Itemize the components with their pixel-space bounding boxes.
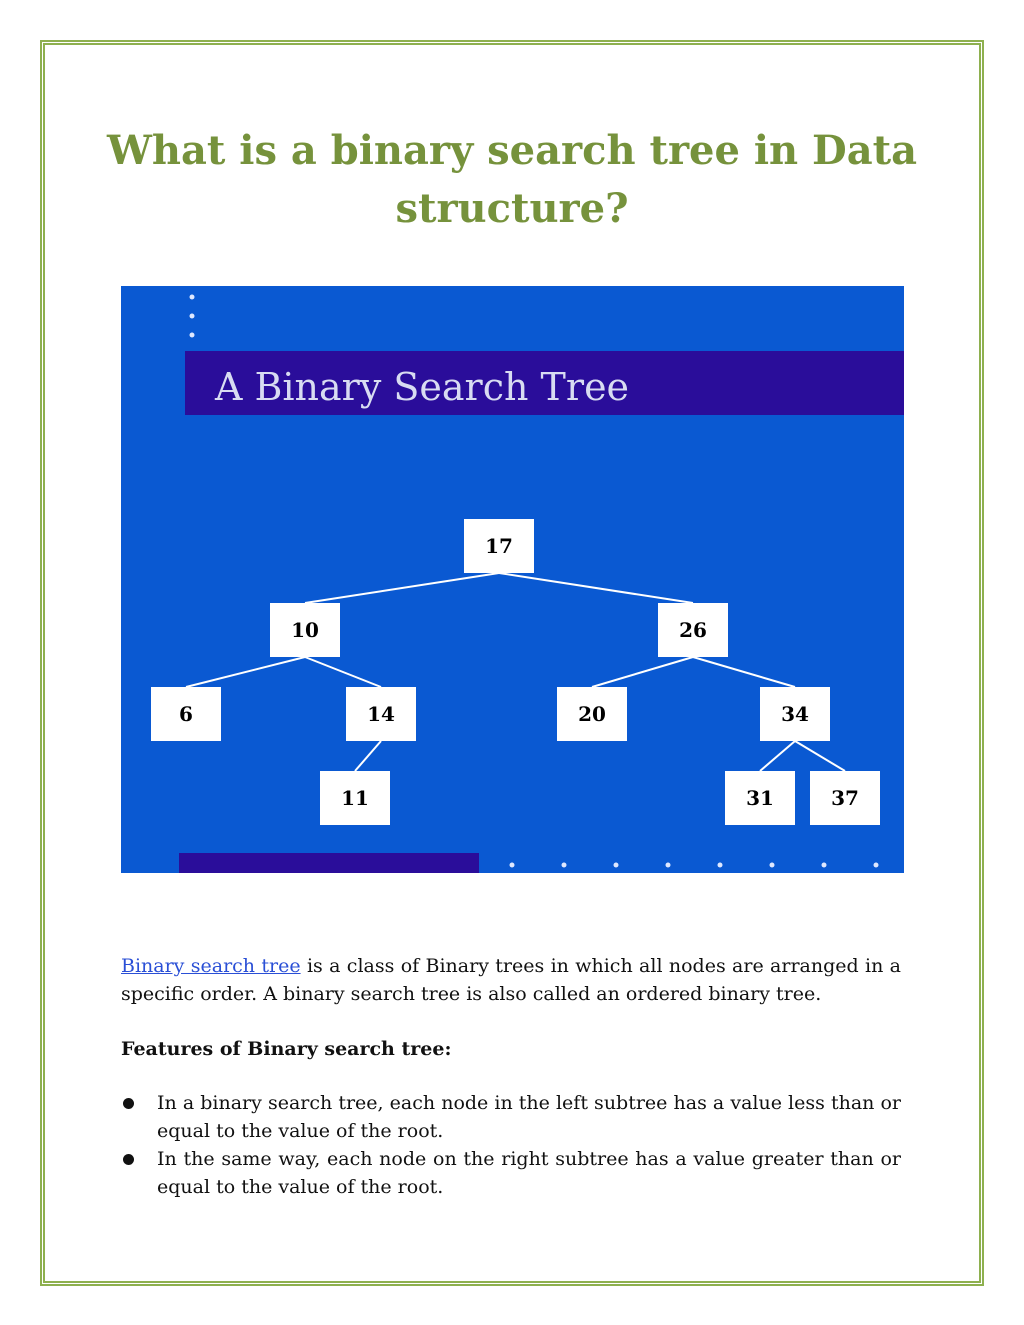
list-item-text: In the same way, each node on the right subtree has a value greater than or equal to the value of the root.	[157, 1148, 901, 1198]
tree-node-34	[760, 687, 830, 741]
bullet-icon	[123, 1098, 134, 1109]
bst-figure	[121, 286, 904, 873]
bottom-bar	[179, 853, 479, 873]
tree-node-label: 37	[831, 786, 859, 810]
bullet-icon	[123, 1154, 134, 1165]
tree-node-label: 31	[746, 786, 774, 810]
decor-dot	[718, 863, 723, 868]
decor-dot	[510, 863, 515, 868]
tree-node-14	[346, 687, 416, 741]
tree-edge-34-31	[760, 741, 795, 771]
decor-dot	[614, 863, 619, 868]
decor-dot	[822, 863, 827, 868]
tree-node-10	[270, 603, 340, 657]
features-heading: Features of Binary search tree:	[121, 1038, 452, 1060]
tree-edge-26-34	[693, 657, 795, 687]
features-list	[121, 1089, 901, 1201]
tree-node-31	[725, 771, 795, 825]
tree-edge-14-11	[355, 741, 381, 771]
intro-text: is a class of Binary trees in which all nodes are arranged in a specific order. A binary search tree is also called an ordered binary tree.	[121, 955, 901, 1005]
tree-edge-17-26	[499, 573, 693, 603]
tree-node-label: 20	[578, 702, 606, 726]
tree-node-label: 17	[485, 534, 513, 558]
bst-diagram	[121, 286, 904, 873]
tree-node-label: 10	[291, 618, 319, 642]
tree-edge-10-14	[305, 657, 381, 687]
tree-edge-34-37	[795, 741, 845, 771]
decor-dot	[190, 333, 195, 338]
page-title: What is a binary search tree in Data structure?	[106, 127, 918, 232]
decor-dot	[770, 863, 775, 868]
tree-node-26	[658, 603, 728, 657]
tree-node-label: 14	[367, 702, 395, 726]
tree-node-11	[320, 771, 390, 825]
tree-node-label: 26	[679, 618, 707, 642]
tree-node-6	[151, 687, 221, 741]
decor-dot	[874, 863, 879, 868]
decor-dot	[666, 863, 671, 868]
tree-node-37	[810, 771, 880, 825]
decor-dot	[190, 314, 195, 319]
banner-title: A Binary Search Tree	[214, 365, 630, 409]
list-item	[121, 1145, 901, 1201]
tree-edge-17-10	[305, 573, 499, 603]
decor-dot	[562, 863, 567, 868]
tree-node-label: 11	[341, 786, 369, 810]
tree-edge-10-6	[186, 657, 305, 687]
list-item	[121, 1089, 901, 1145]
list-item-text: In a binary search tree, each node in the left subtree has a value less than or equal to the value of the root.	[157, 1092, 901, 1142]
decor-dot	[190, 295, 195, 300]
tree-node-label: 34	[781, 702, 809, 726]
bst-link[interactable]: Binary search tree	[121, 955, 301, 977]
intro-paragraph	[121, 952, 901, 1008]
tree-node-17	[464, 519, 534, 573]
tree-node-20	[557, 687, 627, 741]
tree-edge-26-20	[592, 657, 693, 687]
tree-node-label: 6	[179, 702, 193, 726]
